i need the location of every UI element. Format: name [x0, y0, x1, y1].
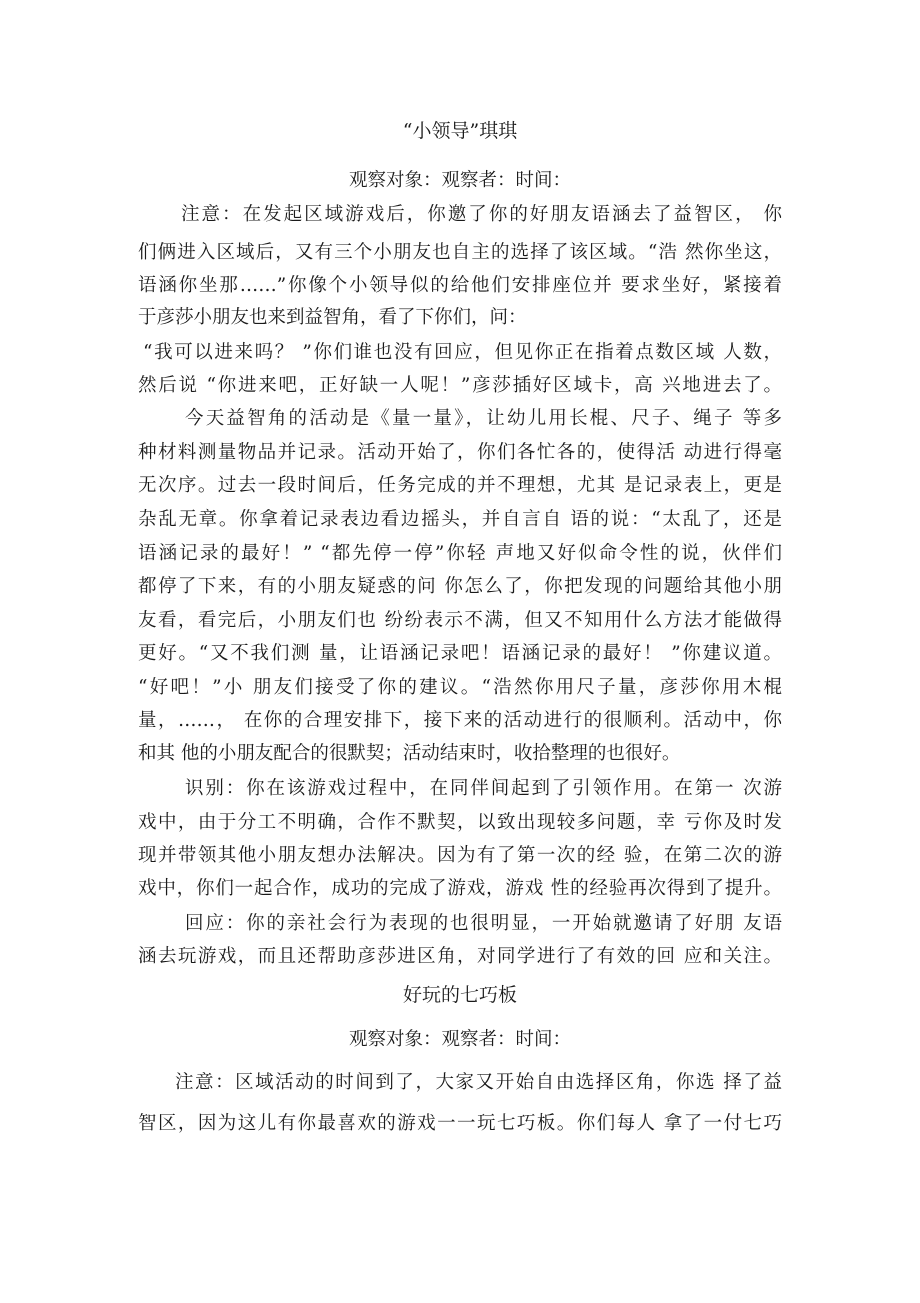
- paragraph-line: 注意：在发起区域游戏后，你邀了你的好朋友语涵去了益智区， 你: [181, 204, 782, 225]
- section-title: 好玩的七巧板: [402, 984, 517, 1006]
- paragraph-line: 无次序。过去一段时间后，任务完成的并不理想，尤其 是记录表上，更是: [138, 475, 782, 496]
- paragraph-line: 友看，看完后，小朋友们也 纷纷表示不满，但又不知用什么方法才能做得: [138, 610, 782, 631]
- observation-meta: 观察对象：观察者：时间：: [348, 1029, 571, 1050]
- paragraph-line: 回应：你的亲社会行为表现的也很明显，一开始就邀请了好朋 友语: [185, 913, 782, 934]
- paragraph-line: “我可以进来吗？ ”你们谁也没有回应，但见你正在指着点数区域 人数，: [143, 342, 782, 363]
- paragraph-line: “好吧！”小 朋友们接受了你的建议。“浩然你用尺子量，彦莎你用木棍: [138, 677, 782, 698]
- paragraph-line: 戏中，由于分工不明确，合作不默契，以致出现较多问题，幸 亏你及时发: [138, 812, 782, 833]
- observation-meta: 观察对象：观察者：时间：: [348, 170, 571, 191]
- paragraph-line: 于彦莎小朋友也来到益智角，看了下你们，问：: [138, 307, 527, 328]
- paragraph-line: 然后说 “你进来吧，正好缺一人呢！”彦莎插好区域卡，高 兴地进去了。: [138, 375, 782, 396]
- section-title: “小领导”琪琪: [402, 120, 518, 142]
- paragraph-line: 注意：区域活动的时间到了，大家又开始自由选择区角，你选 择了益: [175, 1072, 782, 1093]
- paragraph-line: 语涵记录的最好！” “都先停一停”你轻 声地又好似命令性的说，伙伴们: [138, 543, 782, 564]
- paragraph-line: 杂乱无章。你拿着记录表边看边摇头，并自言自 语的说：“太乱了，还是: [138, 509, 782, 530]
- paragraph-line: 戏中，你们一起合作，成功的完成了游戏，游戏 性的经验再次得到了提升。: [138, 878, 782, 899]
- paragraph-line: 语涵你坐那……”你像个小领导似的给他们安排座位并 要求坐好，紧接着: [138, 275, 782, 296]
- paragraph-line: 现并带领其他小朋友想办法解决。因为有了第一次的经 验，在第二次的游: [138, 845, 782, 866]
- paragraph-line: 智区，因为这儿有你最喜欢的游戏一一玩七巧板。你们每人 拿了一付七巧: [138, 1113, 782, 1134]
- paragraph-line: 识别：你在该游戏过程中，在同伴间起到了引领作用。在第一 次游: [185, 778, 782, 799]
- paragraph-line: 种材料测量物品并记录。活动开始了，你们各忙各的，使得活 动进行得毫: [138, 442, 782, 463]
- paragraph-line: 们俩进入区域后，又有三个小朋友也自主的选择了该区域。“浩 然你坐这，: [138, 242, 782, 263]
- paragraph-line: 都停了下来，有的小朋友疑惑的问 你怎么了，你把发现的问题给其他小朋: [138, 576, 782, 597]
- paragraph-line: 和其 他的小朋友配合的很默契；活动结束时，收拾整理的也很好。: [138, 743, 681, 764]
- paragraph-line: 量，……， 在你的合理安排下，接下来的活动进行的很顺利。活动中，你: [138, 710, 782, 731]
- paragraph-line: 涵去玩游戏，而且还帮助彦莎进区角，对同学进行了有效的回 应和关注。: [138, 946, 782, 967]
- paragraph-line: 更好。“又不我们测 量，让语涵记录吧！语涵记录的最好！ ”你建议道。: [138, 643, 782, 664]
- paragraph-line: 今天益智角的活动是《量一量》，让幼儿用长棍、尺子、绳子 等多: [185, 408, 782, 429]
